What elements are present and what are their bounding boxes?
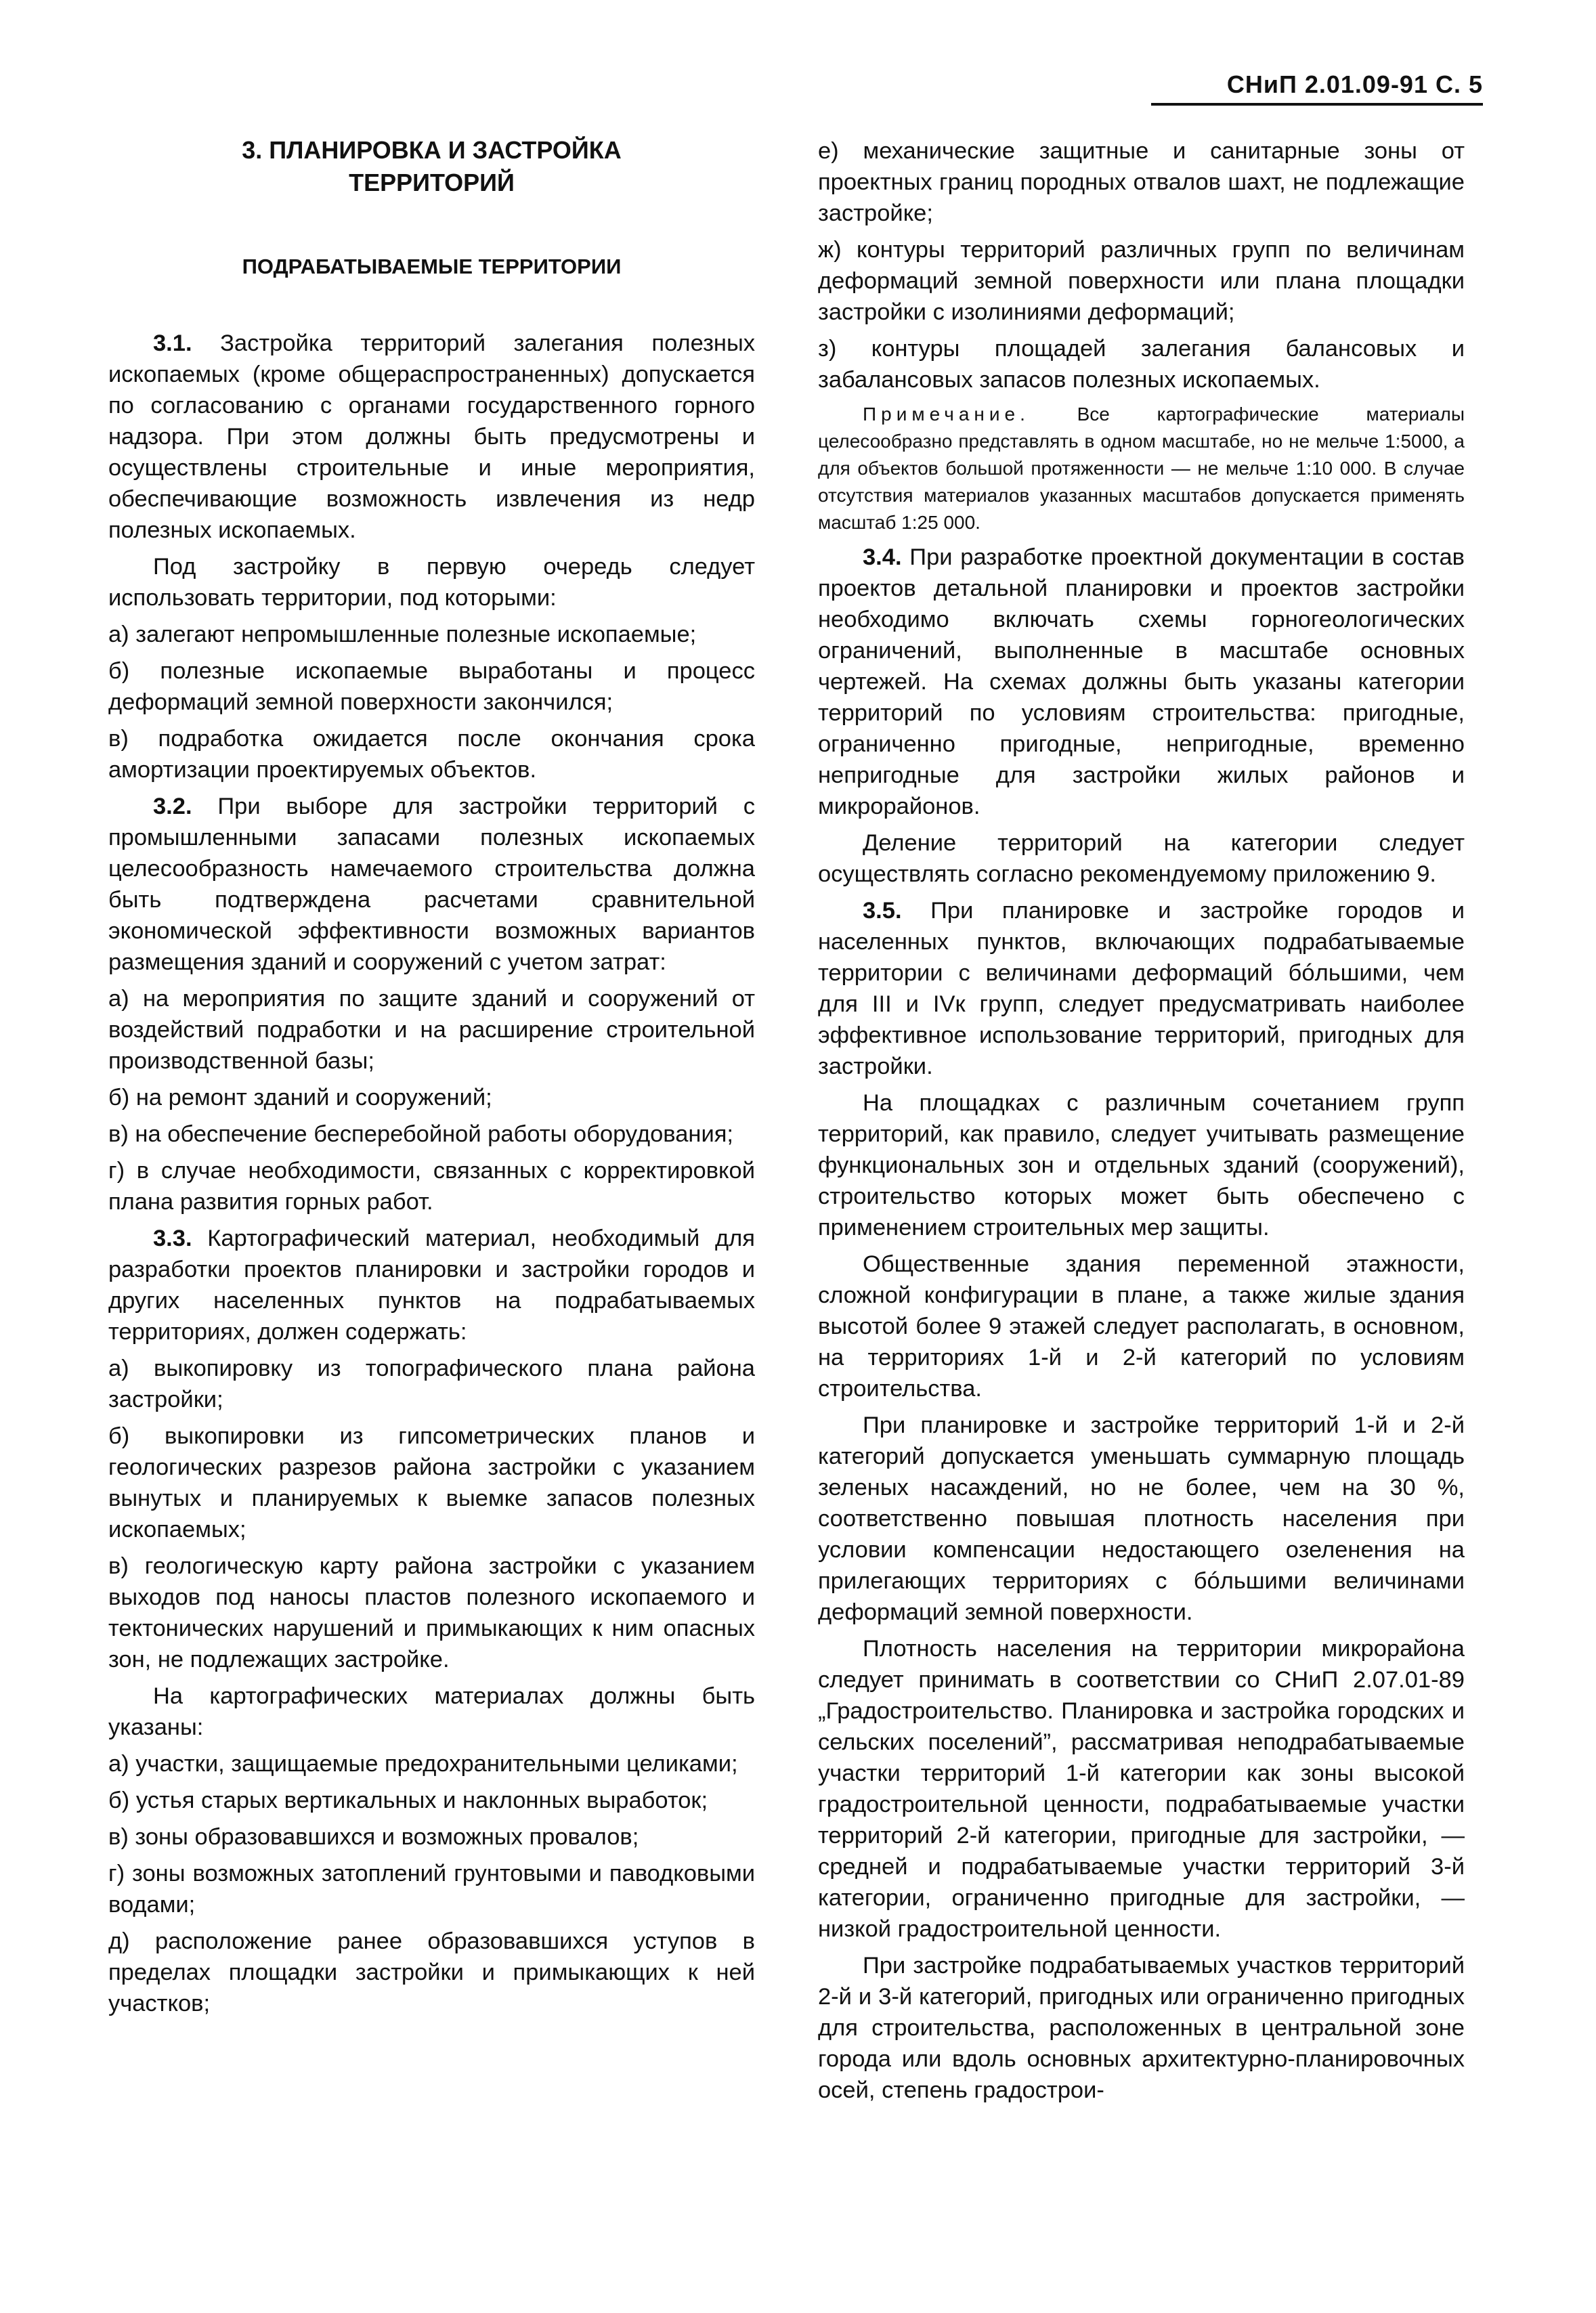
list-item: б) полезные ископаемые выработаны и процесс деформаций земной поверхности закончился; bbox=[108, 658, 755, 715]
list-item: г) в случае необходимости, связанных с корректировкой плана развития горных работ. bbox=[108, 1158, 755, 1215]
list-item: ж) контуры территорий различных групп по величинам деформаций земной поверхности или плана площадки застройки с изолиниями деформаций; bbox=[818, 237, 1465, 325]
paragraph: Общественные здания переменной этажности, сложной конфигурации в плане, а также жилые здания высотой более 9 этажей следует располагать, в основном, на территориях 1-й и 2-й категорий по условиям строительства. bbox=[818, 1251, 1465, 1402]
paragraph-3-4 bbox=[818, 542, 1465, 822]
paragraph-text: При выборе для застройки территорий с промышленными запасами полезных ископаемых целесообразность намечаемого строительства должна быть подтверждена расчетами сравнительной экономической эффективности возможных вариантов размещения зданий и сооружений с учетом затрат: bbox=[108, 794, 755, 975]
paragraph: При планировке и застройке территорий 1-й и 2-й категорий допускается уменьшать суммарную площадь зеленых насаждений, но не более, чем на 30 %, соответственно повышая плотность населения при условии компенсации недостающего озеленения на прилегающих территориях с бóльшими величинами деформаций земной поверхности. bbox=[818, 1412, 1465, 1625]
paragraph-3-5 bbox=[818, 895, 1465, 1082]
list-item: з) контуры площадей залегания балансовых и забалансовых запасов полезных ископаемых. bbox=[818, 336, 1465, 393]
list-item: б) устья старых вертикальных и наклонных выработок; bbox=[108, 1788, 708, 1813]
list-item: а) на мероприятия по защите зданий и сооружений от воздействий подработки и на расширение строительной производственной базы; bbox=[108, 986, 755, 1074]
list-item: е) механические защитные и санитарные зоны от проектных границ породных отвалов шахт, не подлежащие застройке; bbox=[818, 138, 1465, 226]
list-item: д) расположение ранее образовавшихся уступов в пределах площадки застройки и примыкающих к ней участков; bbox=[108, 1928, 755, 2016]
page-header: СНиП 2.01.09-91 С. 5 bbox=[1151, 70, 1483, 106]
paragraph-3-2 bbox=[108, 791, 755, 978]
list-item: б) на ремонт зданий и сооружений; bbox=[108, 1085, 492, 1110]
paragraph-text: Застройка территорий залегания полезных ископаемых (кроме общераспространенных) допускается по согласованию с органами государственного горного надзора. При этом должны быть предусмотрены и осуществлены строительные и иные мероприятия, обеспечивающие возможность извлечения из недр полезных ископаемых. bbox=[108, 330, 755, 543]
paragraph: На площадках с различным сочетанием групп территорий, как правило, следует учитывать размещение функциональных зон и отдельных зданий (сооружений), строительство которых может быть обеспечено с применением строительных мер защиты. bbox=[818, 1090, 1465, 1240]
clause-number: 3.5. bbox=[863, 898, 902, 924]
list-item: а) участки, защищаемые предохранительными целиками; bbox=[108, 1751, 738, 1777]
list-item: а) залегают непромышленные полезные ископаемые; bbox=[108, 622, 697, 647]
paragraph: Деление территорий на категории следует осуществлять согласно рекомендуемому приложению 9. bbox=[818, 830, 1465, 887]
section-title: 3. ПЛАНИРОВКА И ЗАСТРОЙКА ТЕРРИТОРИЙ bbox=[242, 136, 622, 196]
paragraph-3-3 bbox=[108, 1223, 755, 1347]
list-item: в) подработка ожидается после окончания срока амортизации проектируемых объектов. bbox=[108, 726, 755, 783]
list-item: в) зоны образовавшихся и возможных провалов; bbox=[108, 1824, 639, 1850]
note-text: Все картографические материалы целесообразно представлять в одном масштабе, но не мельче 1:5000, а для объектов большой протяженности — не мельче 1:10 000. В случае отсутствия материалов указанных масштабов допускается применять масштаб 1:25 000. bbox=[818, 404, 1465, 533]
paragraph: Под застройку в первую очередь следует использовать территории, под которыми: bbox=[108, 554, 755, 611]
list-item: г) зоны возможных затоплений грунтовыми и паводковыми водами; bbox=[108, 1861, 755, 1918]
list-item: в) геологическую карту района застройки с указанием выходов под наносы пластов полезного ископаемого и тектонических нарушений и примыкающих к ним опасных зон, не подлежащих застройке. bbox=[108, 1553, 755, 1672]
paragraph-text: При планировке и застройке городов и населенных пунктов, включающих подрабатываемые территории с величинами деформаций бóльшими, чем для III и IVк групп, следует предусматривать наиболее эффективное использование территорий, пригодных для застройки. bbox=[818, 898, 1465, 1079]
note bbox=[818, 401, 1465, 536]
paragraph-text: При разработке проектной документации в состав проектов детальной планировки и проектов застройки необходимо включать схемы горногеологических ограничений, выполненные в масштабе основных чертежей. На схемах должны быть указаны категории территорий по условиям строительства: пригодные, ограниченно пригодные, непригодные, временно непригодные для застройки жилых районов и микрорайонов. bbox=[818, 544, 1465, 819]
clause-number: 3.2. bbox=[153, 794, 192, 819]
paragraph-3-1 bbox=[108, 328, 755, 546]
list-item: в) на обеспечение бесперебойной работы оборудования; bbox=[108, 1121, 734, 1147]
subsection-title: ПОДРАБАТЫВАЕМЫЕ ТЕРРИТОРИИ bbox=[242, 255, 622, 278]
list-item: а) выкопировку из топографического плана района застройки; bbox=[108, 1356, 755, 1412]
paragraph: Плотность населения на территории микрорайона следует принимать в соответствии со СНиП 2.07.01-89 „Градостроительство. Планировка и застройка городских и сельских поселений”, рассматривая неподрабатываемые участки территорий 1-й категории как зоны высокой градостроительной ценности, подрабатываемые участки территорий 2-й категории, пригодные для застройки, — средней и подрабатываемые участки территорий 3-й категории, ограниченно пригодные для застройки, — низкой градостроительной ценности. bbox=[818, 1636, 1465, 1942]
paragraph: При застройке подрабатываемых участков территорий 2-й и 3-й категорий, пригодных или ограниченно пригодных для строительства, расположенных в центральной зоне города или вдоль основных архитектурно-планировочных осей, степень градострои- bbox=[818, 1953, 1465, 2103]
paragraph-text: Картографический материал, необходимый для разработки проектов планировки и застройки городов и других населенных пунктов на подрабатываемых территориях, должен содержать: bbox=[108, 1226, 755, 1345]
list-item: б) выкопировки из гипсометрических планов и геологических разрезов района застройки с указанием вынутых и планируемых к выемке запасов полезных ископаемых; bbox=[108, 1423, 755, 1542]
right-column bbox=[818, 135, 1465, 2111]
clause-number: 3.1. bbox=[153, 330, 192, 356]
paragraph: На картографических материалах должны быть указаны: bbox=[108, 1683, 755, 1740]
left-column bbox=[108, 134, 755, 2025]
clause-number: 3.3. bbox=[153, 1226, 192, 1251]
clause-number: 3.4. bbox=[863, 544, 902, 570]
note-label: Примечание. bbox=[863, 404, 1030, 425]
